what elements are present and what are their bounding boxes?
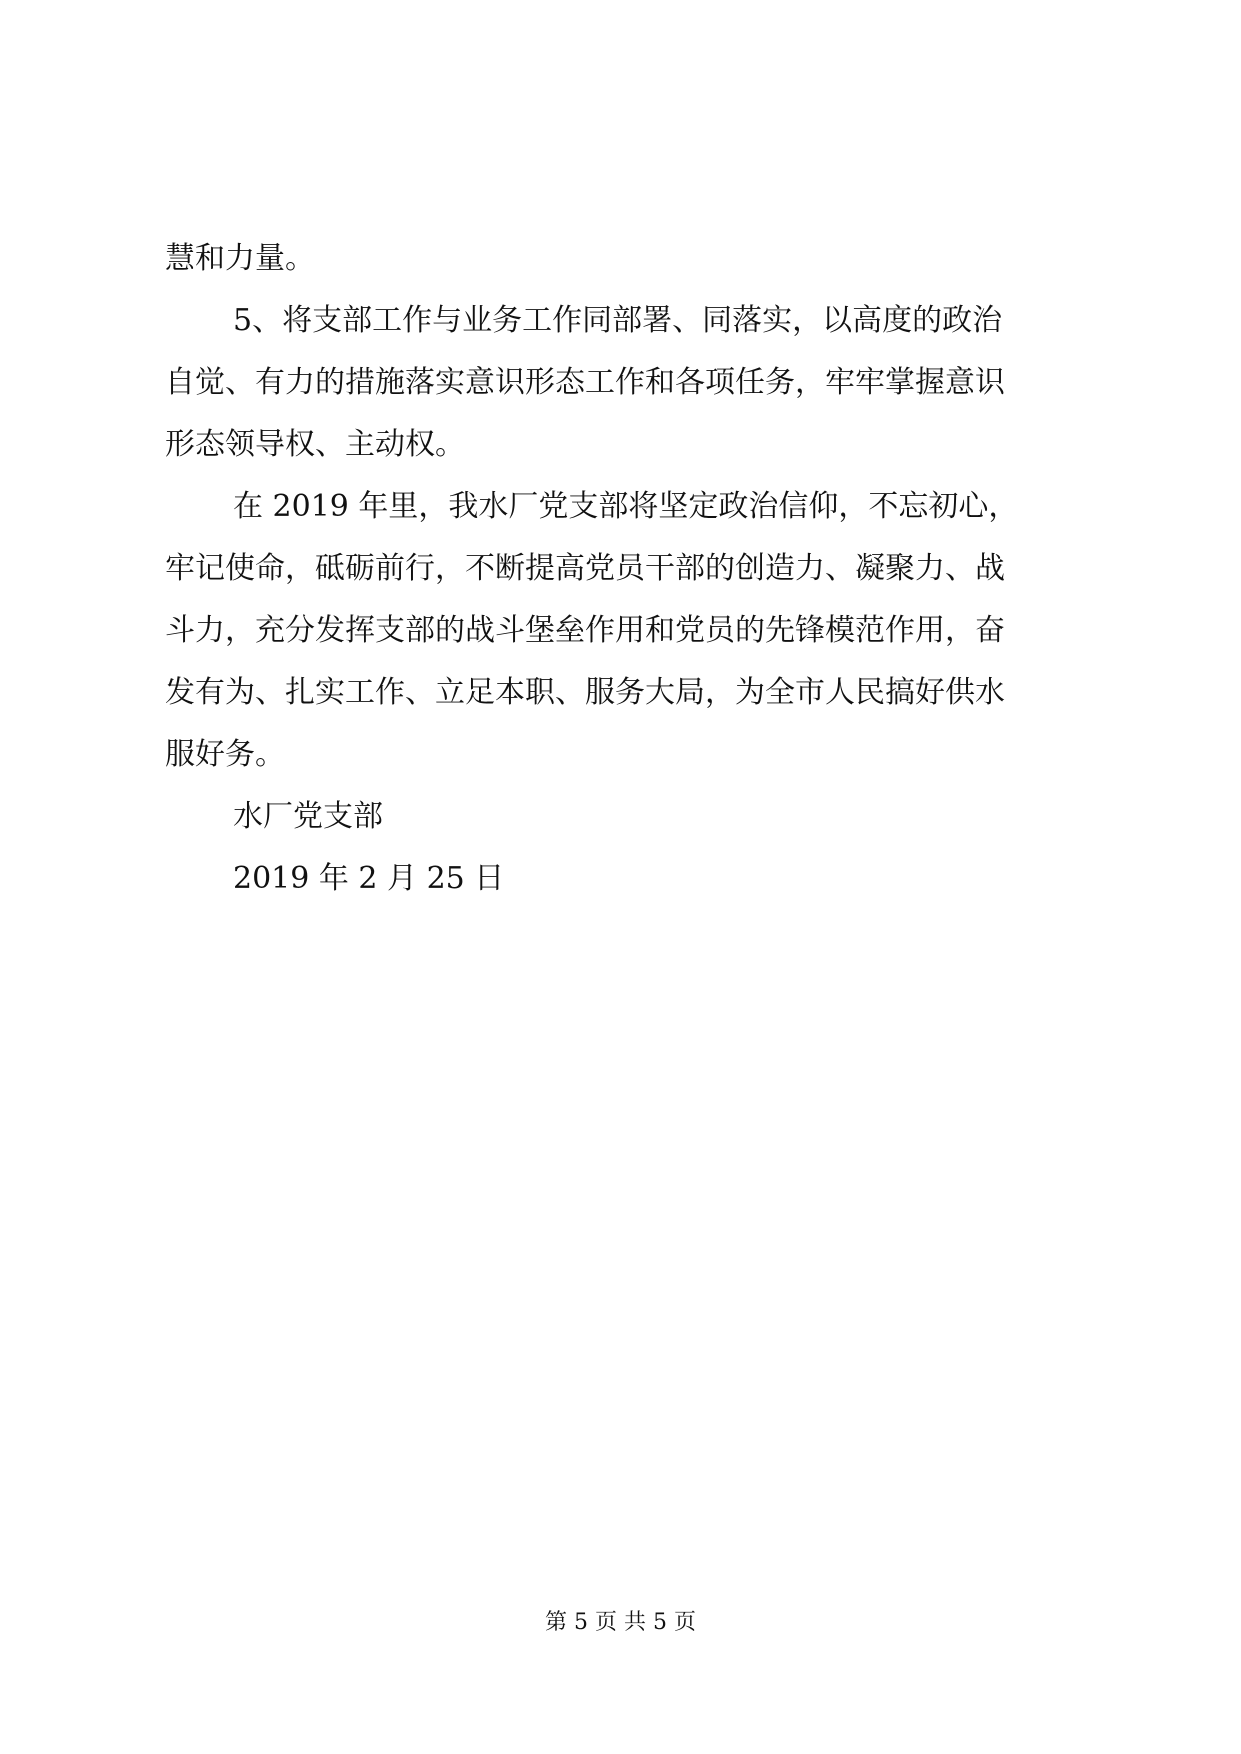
text-line: 斗力，充分发挥支部的战斗堡垒作用和党员的先锋模范作用，奋 (165, 613, 1005, 648)
page-number: 第 5 页 共 5 页 (545, 1610, 696, 1635)
text-line: 牢记使命，砥砺前行，不断提高党员干部的创造力、凝聚力、战 (165, 551, 1005, 586)
text-line: 在 2019 年里，我水厂党支部将坚定政治信仰，不忘初心， (233, 489, 1019, 524)
text-line: 发有为、扎实工作、立足本职、服务大局，为全市人民搞好供水 (165, 675, 1005, 710)
text-line: 5、将支部工作与业务工作同部署、同落实，以高度的政治 (233, 303, 1003, 338)
text-line: 服好务。 (165, 737, 285, 772)
text-line: 形态领导权、主动权。 (165, 427, 465, 462)
text-line: 慧和力量。 (165, 241, 315, 276)
signature-org: 水厂党支部 (233, 799, 383, 834)
document-body (165, 228, 1077, 910)
signature-date: 2019 年 2 月 25 日 (233, 861, 505, 896)
text-line: 自觉、有力的措施落实意识形态工作和各项任务，牢牢掌握意识 (165, 365, 1005, 400)
